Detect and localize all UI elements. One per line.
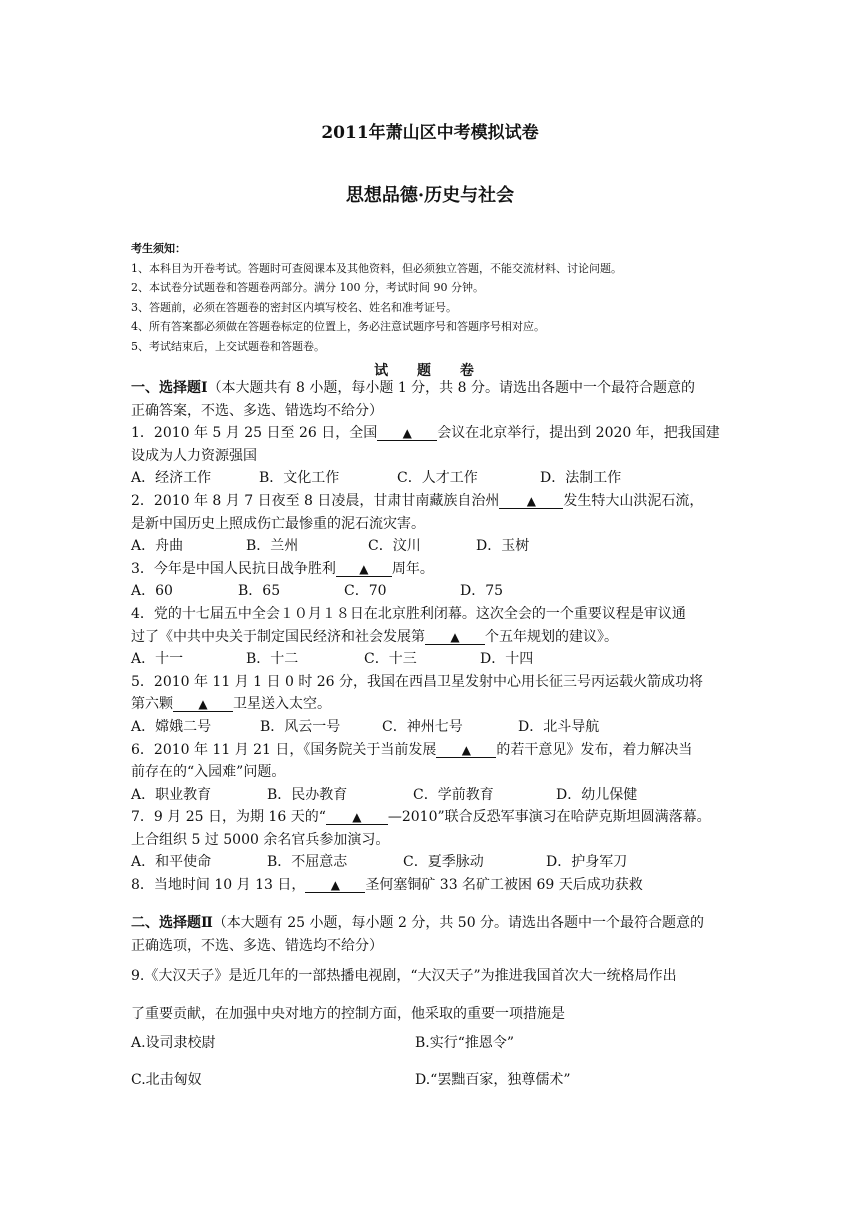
notice-heading: 考生须知： (131, 242, 186, 255)
question-text: 圣何塞铜矿 33 名矿工被困 69 天后成功获救 (365, 877, 643, 894)
question-text: 周年。 (391, 560, 434, 577)
option-c: C．夏季脉动 (403, 854, 484, 871)
question-text: 7．9 月 25 日，为期 16 天的“ (131, 809, 326, 826)
question-7-options (131, 851, 735, 874)
option-c: C．人才工作 (397, 470, 478, 487)
option-d: D．法制工作 (540, 470, 622, 487)
question-2-options (131, 535, 735, 558)
option-d: D．北斗导航 (518, 718, 600, 735)
question-7-text-line2: 上合组织 5 过 5000 余名官兵参加演习。 (131, 831, 390, 848)
answer-blank: ▲ (173, 697, 233, 712)
question-9-option-a: A.设司隶校尉 (131, 1035, 216, 1051)
option-d: D．十四 (480, 651, 534, 668)
paper-label: 试 题 卷 (374, 363, 486, 379)
question-text: 6．2010 年 11 月 21 日，《国务院关于当前发展 (131, 741, 437, 758)
section-two-header (131, 912, 735, 935)
question-text: 发生特大山洪泥石流， (563, 492, 704, 509)
question-8-text (131, 874, 735, 897)
notice-item: 3、答题前，必须在答题卷的密封区内填写校名、姓名和准考证号。 (131, 300, 457, 314)
question-9-option-d: D.“罢黜百家，独尊儒术” (415, 1072, 571, 1088)
question-6-options (131, 784, 735, 807)
question-text: 2．2010 年 8 月 7 日夜至 8 日凌晨，甘肃甘南藏族自治州 (131, 492, 500, 509)
answer-blank: ▲ (436, 743, 496, 758)
answer-blank: ▲ (336, 562, 392, 577)
section-two-title: 二、选择题Ⅱ (131, 915, 213, 931)
question-text: —2010”联合反恐军事演习在哈萨克斯坦圆满落幕。 (387, 809, 711, 826)
question-2-text-line2: 是新中国历史上照成伤亡最惨重的泥石流灾害。 (131, 515, 425, 532)
answer-blank: ▲ (377, 426, 437, 441)
question-4-text: 4．党的十七届五中全会１０月１８日在北京胜利闭幕。这次全会的一个重要议程是审议通 (131, 605, 686, 622)
answer-blank: ▲ (326, 810, 388, 825)
question-5-options (131, 716, 735, 739)
question-4-text-line2 (131, 626, 735, 649)
question-3-text (131, 558, 735, 581)
option-c: C．70 (344, 583, 387, 600)
question-text: 卫星送入太空。 (233, 696, 331, 713)
option-d: D．玉树 (476, 538, 530, 555)
notice-item: 2、本试卷分试题卷和答题卷两部分。满分 100 分，考试时间 90 分钟。 (131, 281, 484, 295)
question-4-options (131, 648, 735, 671)
option-a: A．60 (131, 583, 173, 600)
option-c: C．十三 (364, 651, 417, 668)
question-9-option-c: C.北击匈奴 (131, 1072, 202, 1088)
option-a: A．嫦娥二号 (131, 718, 212, 735)
notice-item: 4、所有答案都必须做在答题卷标定的位置上，务必注意试题序号和答题序号相对应。 (131, 320, 545, 334)
question-1-text-line2: 设成为人力资源强国 (131, 447, 257, 464)
question-text: 过了《中共中央关于制定国民经济和社会发展第 (131, 628, 425, 645)
question-text: 第六颗 (131, 696, 173, 713)
option-d: D．75 (460, 583, 504, 600)
question-1-text (131, 422, 735, 445)
notice-item: 1、本科目为开卷考试。答题时可查阅课本及其他资料，但必须独立答题，不能交流材料、讨论问题。 (131, 261, 622, 275)
option-c: C．神州七号 (382, 718, 463, 735)
exam-subtitle: 思想品德·历史与社会 (345, 185, 515, 206)
question-text: 的若干意见》发布，着力解决当 (496, 741, 693, 758)
question-text: 1．2010 年 5 月 25 日至 26 日，全国 (131, 425, 378, 442)
section-one (131, 377, 735, 897)
question-9-option-b: B.实行“推恩令” (415, 1035, 515, 1051)
option-b: B．十二 (246, 651, 299, 668)
option-c: C．汶川 (368, 538, 421, 555)
option-b: B．不屈意志 (267, 854, 348, 871)
exam-title: 2011年萧山区中考模拟试卷 (321, 123, 539, 143)
answer-blank: ▲ (425, 630, 485, 645)
question-text: 8．当地时间 10 月 13 日， (131, 877, 306, 894)
question-7-text (131, 806, 735, 829)
question-9-text: 9.《大汉天子》是近几年的一部热播电视剧，“大汉天子”为推进我国首次大一统格局作出 (131, 968, 677, 985)
option-c: C．学前教育 (413, 786, 494, 803)
answer-blank: ▲ (499, 494, 563, 509)
question-1-options (131, 467, 735, 490)
option-a: A．十一 (131, 651, 184, 668)
question-text: 会议在北京举行，提出到 2020 年，把我国建 (437, 425, 720, 442)
question-6-text (131, 739, 735, 762)
section-one-header (131, 377, 735, 400)
notice-item: 5、考试结束后，上交试题卷和答题卷。 (131, 339, 325, 353)
section-two (131, 912, 735, 1030)
option-d: D．护身军刀 (546, 854, 628, 871)
question-3-options (131, 580, 735, 603)
question-6-text-line2: 前存在的“入园难”问题。 (131, 764, 286, 781)
question-text: 个五年规划的建议》。 (485, 628, 618, 645)
question-5-text-line2 (131, 693, 735, 716)
option-a: A．职业教育 (131, 786, 212, 803)
question-text: 3．今年是中国人民抗日战争胜利 (131, 560, 336, 577)
option-b: B．兰州 (246, 538, 299, 555)
section-one-desc-line2: 正确答案，不选、多选、错选均不给分） (131, 402, 383, 419)
question-9-text-line2: 了重要贡献，在加强中央对地方的控制方面，他采取的重要一项措施是 (131, 1006, 565, 1023)
section-one-title: 一、选择题Ⅰ (131, 380, 208, 396)
option-b: B．风云一号 (260, 718, 341, 735)
section-two-desc: （本大题有 25 小题，每小题 2 分，共 50 分。请选出各题中一个最符合题意的 (212, 915, 705, 931)
answer-blank: ▲ (305, 878, 365, 893)
option-a: A．经济工作 (131, 470, 212, 487)
option-b: B．民办教育 (267, 786, 348, 803)
option-b: B．65 (238, 583, 281, 600)
question-2-text (131, 490, 735, 513)
option-b: B．文化工作 (259, 470, 340, 487)
option-d: D．幼儿保健 (556, 786, 638, 803)
question-5-text: 5．2010 年 11 月 1 日 0 时 26 分，我国在西昌卫星发射中心用长征三号丙运载火箭成功将 (131, 673, 704, 690)
section-two-desc-line2: 正确选项，不选、多选、错选均不给分） (131, 937, 383, 954)
option-a: A．舟曲 (131, 538, 184, 555)
option-a: A．和平使命 (131, 854, 212, 871)
candidate-notice (131, 239, 751, 357)
section-one-desc: （本大题共有 8 小题，每小题 1 分，共 8 分。请选出各题中一个最符合题意的 (207, 380, 695, 396)
